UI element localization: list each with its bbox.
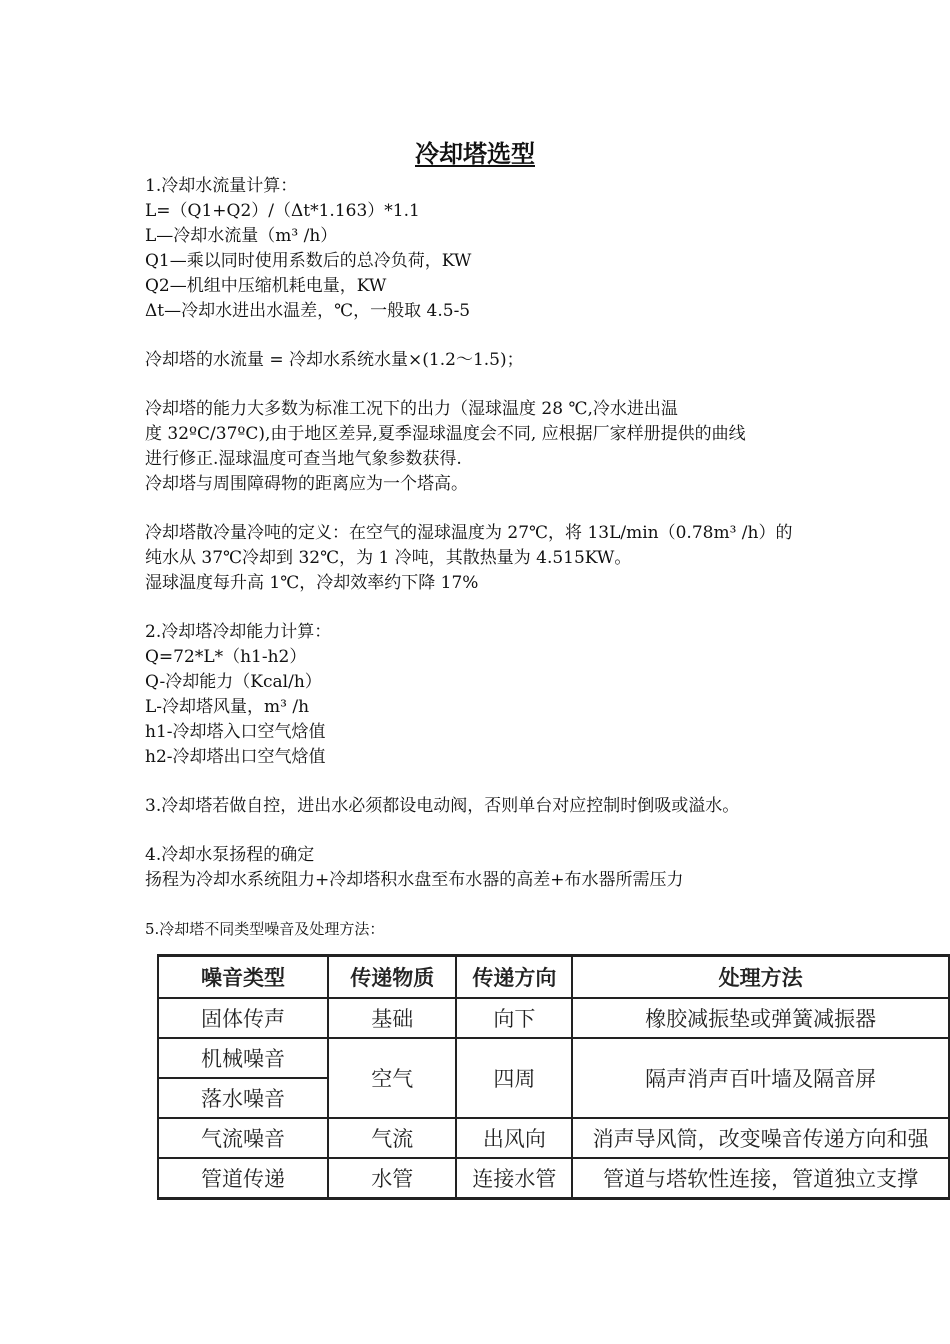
table-cell: 管道传递 (158, 1158, 328, 1199)
definition-line: h2-冷却塔出口空气焓值 (145, 747, 326, 767)
table-cell: 连接水管 (456, 1158, 572, 1199)
section1-heading: 1.冷却水流量计算： (145, 176, 298, 196)
column-header: 传递方向 (456, 956, 572, 999)
table-cell: 落水噪音 (158, 1078, 328, 1118)
table-cell: 基础 (328, 998, 456, 1038)
table-cell: 固体传声 (158, 998, 328, 1038)
table-cell: 隔声消声百叶墙及隔音屏 (572, 1038, 949, 1118)
definition-line: L—冷却水流量（m³ /h） (145, 226, 338, 246)
section3-text: 3.冷却塔若做自控，进出水必须都设电动阀，否则单台对应控制时倒吸或溢水。 (145, 796, 740, 816)
document-body (145, 174, 935, 942)
table-header-row (158, 956, 949, 999)
table-cell: 橡胶减振垫或弹簧减振器 (572, 998, 949, 1038)
capacity-paragraph-line: 冷却塔的能力大多数为标准工况下的出力（湿球温度 28 ℃,冷水进出温 (145, 399, 678, 419)
definition-line: L-冷却塔风量，m³ /h (145, 697, 310, 717)
table-cell: 机械噪音 (158, 1038, 328, 1078)
table-cell: 管道与塔软性连接，管道独立支撑 (572, 1158, 949, 1199)
section5-heading: 5.冷却塔不同类型噪音及处理方法： (145, 920, 385, 938)
definition-line: Q2—机组中压缩机耗电量，KW (145, 276, 387, 296)
section2-formula: Q=72*L*（h1-h2） (145, 647, 307, 667)
ton-definition-line: 冷却塔散冷量冷吨的定义：在空气的湿球温度为 27℃，将 13L/min（0.78m³ /h）的 (145, 523, 793, 543)
table-row (158, 1038, 949, 1078)
ton-definition-line: 湿球温度每升高 1℃，冷却效率约下降 17% (145, 573, 479, 593)
table-cell: 气流噪音 (158, 1118, 328, 1158)
table-cell: 气流 (328, 1118, 456, 1158)
definition-line: Q1—乘以同时使用系数后的总冷负荷，KW (145, 251, 472, 271)
capacity-paragraph-line: 进行修正.湿球温度可查当地气象参数获得. (145, 449, 462, 469)
table-row (158, 1118, 949, 1158)
section1-formula: L=（Q1+Q2）/（Δt*1.163）*1.1 (145, 201, 420, 221)
table-cell: 出风向 (456, 1118, 572, 1158)
table-cell: 向下 (456, 998, 572, 1038)
page-title: 冷却塔选型 (415, 139, 535, 168)
table-row (158, 1158, 949, 1199)
table-cell: 水管 (328, 1158, 456, 1199)
section2-heading: 2.冷却塔冷却能力计算： (145, 622, 332, 642)
definition-line: Q-冷却能力（Kcal/h） (145, 672, 322, 692)
noise-treatment-table (157, 954, 950, 1200)
table-row (158, 998, 949, 1038)
section4-heading: 4.冷却水泵扬程的确定 (145, 845, 315, 865)
capacity-paragraph-line: 冷却塔与周围障碍物的距离应为一个塔高。 (145, 474, 468, 494)
table-cell: 消声导风筒，改变噪音传递方向和强 (572, 1118, 949, 1158)
definition-line: h1-冷却塔入口空气焓值 (145, 722, 326, 742)
column-header: 传递物质 (328, 956, 456, 999)
table-cell: 空气 (328, 1038, 456, 1118)
capacity-paragraph-line: 度 32ºC/37ºC),由于地区差异,夏季湿球温度会不同, 应根据厂家样册提供的曲线 (145, 424, 746, 444)
column-header: 处理方法 (572, 956, 949, 999)
table-cell: 四周 (456, 1038, 572, 1118)
ton-definition-line: 纯水从 37℃冷却到 32℃，为 1 冷吨，其散热量为 4.515KW。 (145, 548, 632, 568)
column-header: 噪音类型 (158, 956, 328, 999)
section4-text: 扬程为冷却水系统阻力+冷却塔积水盘至布水器的高差+布水器所需压力 (145, 870, 684, 890)
flow-rule: 冷却塔的水流量 = 冷却水系统水量×(1.2～1.5)； (145, 350, 524, 370)
definition-line: Δt—冷却水进出水温差，℃，一般取 4.5-5 (145, 301, 471, 321)
